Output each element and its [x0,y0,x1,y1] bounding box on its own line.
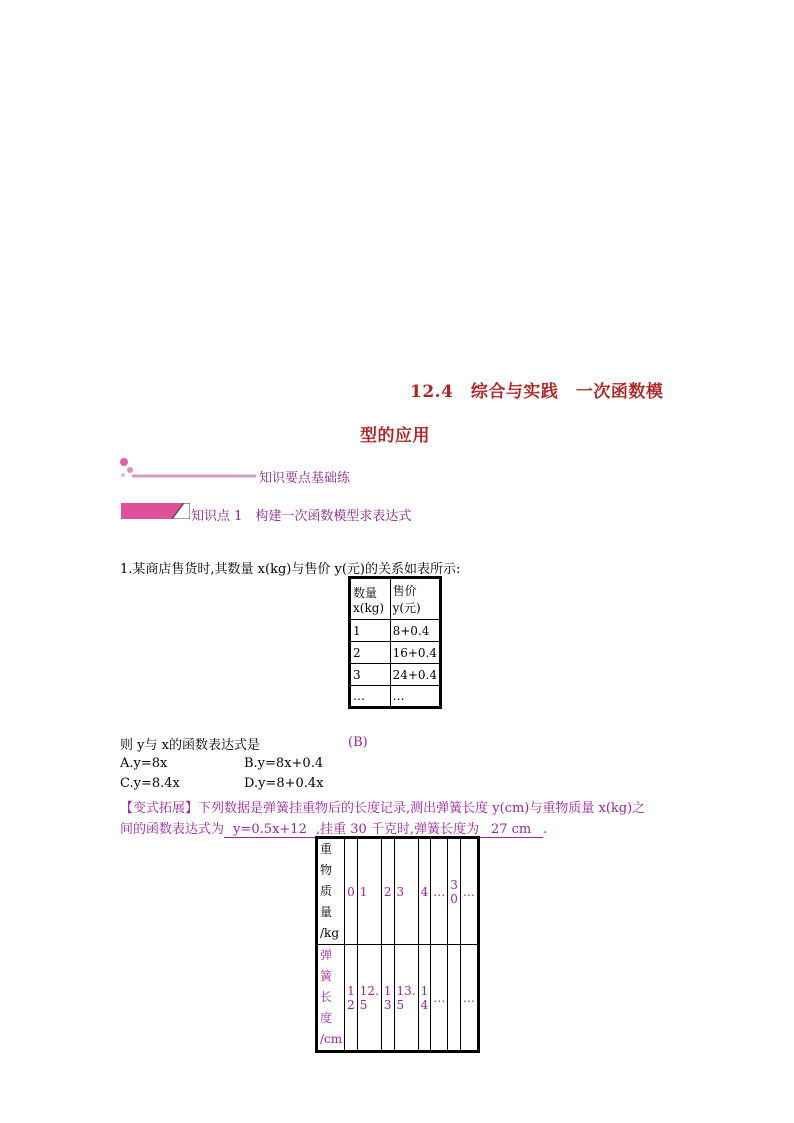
extension-text2a: 间的函数表达式为 [120,822,225,837]
dots-line-icon [118,456,258,482]
table-cell: 2 [381,838,394,945]
table-cell: … [460,945,478,1052]
table-cell: 16+0.4 [390,642,440,664]
ext-row1-head-3: /kg [320,926,339,940]
option-a: A.y=8x [120,756,168,771]
table-cell: 24+0.4 [390,664,440,686]
q1-header-quantity-label: 数量 [353,585,378,600]
table-cell: … [350,686,391,708]
extension-line1 [120,797,645,816]
table-cell: 2 [350,642,391,664]
table-cell: 4 [418,838,431,945]
table-cell: 3 [394,838,418,945]
page-title-line1: 12.4 综合与实践 一次函数模 [410,382,664,402]
q1-header-quantity [350,578,391,620]
table-cell: 1 4 [418,945,431,1052]
table-cell: 1 [350,620,391,642]
extension-blank1: y=0.5x+12 [224,822,316,838]
section-decoration [118,456,258,482]
table-cell: … [460,838,478,945]
q1-table [348,576,442,709]
page-title-line2: 型的应用 [360,426,430,446]
option-c: C.y=8.4x [120,776,180,791]
table-cell: 1 3 [381,945,394,1052]
extension-text2c: . [543,822,548,837]
table-cell: 1 [357,838,381,945]
question-1-answer: (B) [348,735,368,750]
table-cell: 1 2 [345,945,358,1052]
table-cell: 13. 5 [394,945,418,1052]
ext-row2-head-2: 长度 [320,990,333,1025]
table-cell: 3 [350,664,391,686]
ext-row2-head-3: /cm [320,1032,343,1046]
ext-row1-header [317,838,345,945]
knowledge-point-label: 知识点 1 构建一次函数模型求表达式 [191,509,412,524]
extension-text1: 下列数据是弹簧挂重物后的长度记录,测出弹簧长度 y(cm)与重物质量 x(kg)之 [198,801,646,816]
ext-row1-head-1: 重物 [320,842,333,877]
ext-row1-head-2: 质量 [320,884,333,919]
table-cell: 3 0 [448,838,461,945]
question-1-stem: 1.某商店售货时,其数量 x(kg)与售价 y(元)的关系如表所示: [120,562,461,577]
table-cell [448,945,461,1052]
ext-row2-header [317,945,345,1052]
extension-tag: 【变式拓展】 [120,801,199,816]
extension-blank2: 27 cm [479,822,543,838]
option-d: D.y=8+0.4x [244,776,324,791]
q1-header-price-unit: y(元) [392,601,421,615]
table-cell: 8+0.4 [390,620,440,642]
extension-table [315,836,480,1053]
table-cell: … [431,945,448,1052]
knowledge-point-slash-icon [172,503,190,523]
extension-text2b: ,挂重 30 千克时,弹簧长度为 [316,822,480,837]
table-cell: … [431,838,448,945]
q1-header-price-label: 售价 [392,584,417,598]
q1-header-price [390,578,440,620]
question-1-prompt: 则 y与 x的函数表达式是 [120,738,260,753]
table-cell: 0 [345,838,358,945]
section-label: 知识要点基础练 [259,471,351,486]
extension-line2 [120,818,547,838]
table-cell: … [390,686,440,708]
option-b: B.y=8x+0.4 [244,756,324,771]
q1-header-quantity-unit: x(kg) [353,600,385,615]
ext-row2-head-1: 弹簧 [320,948,333,983]
table-cell: 12. 5 [357,945,381,1052]
